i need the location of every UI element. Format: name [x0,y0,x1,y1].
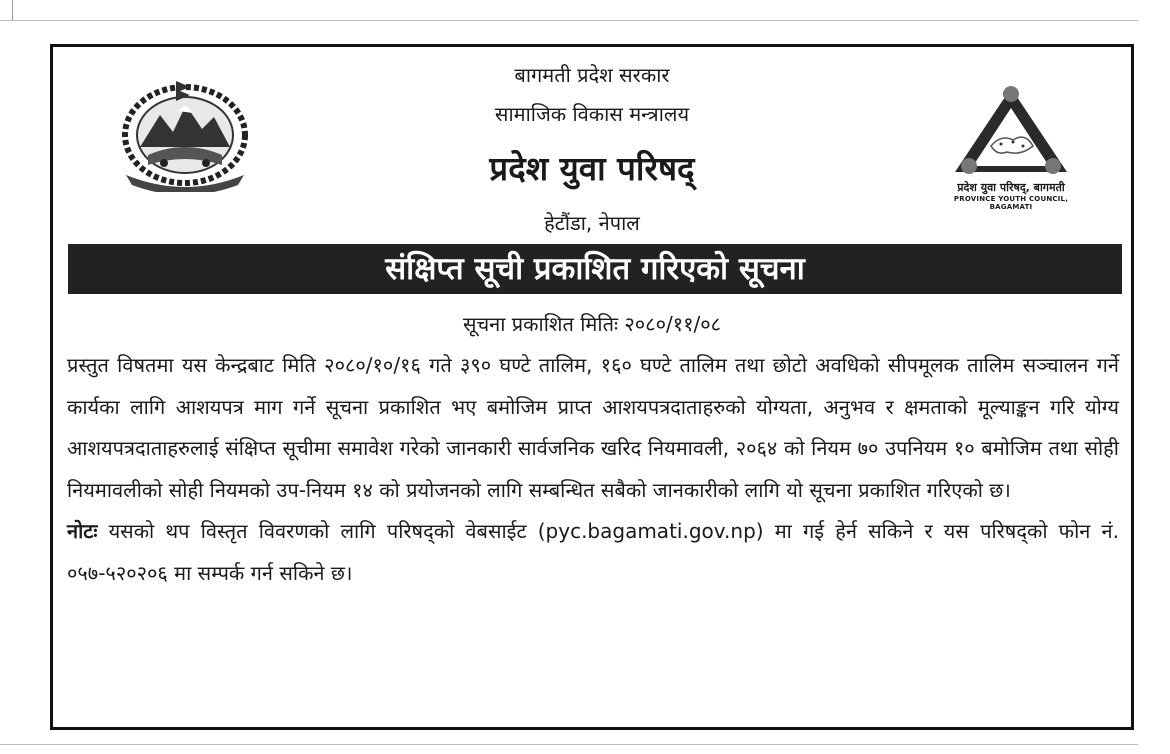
notice-body [67,345,1119,594]
triangle-network-icon [941,82,1081,178]
notice-paragraph: प्रस्तुत विषतमा यस केन्द्रबाट मिति २०८०/१०/१६ गते ३९० घण्टे तालिम, १६० घण्टे तालिम तथा छोटो अवधिको सीपमूलक तालिम सञ्चालन गर्ने कार्यका लागि आशयपत्र माग गर्ने सूचना प्रकाशित भए बमोजिम प्राप्त आशयपत्रदाताहरुको योग्यता, अनुभव र क्षमताको मूल्याङ्कन गरि योग्य आशयपत्रदाताहरुलाई संक्षिप्त सूचीमा समावेश गरेको जानकारी सार्वजनिक खरिद नियमावली, २०६४ को नियम ७० उपनियम १० बमोजिम तथा सोही नियमावलीको सोही नियमको उप-नियम १४ को प्रयोजनको लागि सम्बन्धित सबैको जानकारीको लागि यो सूचना प्रकाशित गरिएको छ। [67,353,1119,502]
organization-name: प्रदेश युवा परिषद् [489,149,695,188]
notice-note [67,511,1119,594]
published-date: सूचना प्रकाशित मितिः २०८०/११/०८ [462,312,722,336]
notice-frame [50,44,1134,730]
notice-title-banner: संक्षिप्त सूची प्रकाशित गरिएको सूचना [68,244,1122,294]
note-text: यसको थप विस्तृत विवरणको लागि परिषद्को वेबसाईट (pyc.bagamati.gov.np) मा गई हेर्न सकिने र यस परिषद्को फोन नं. ०५७-५२०२०६ मा सम्पर्क गर्न सकिने छ। [67,519,1120,585]
bottom-separator [0,744,1138,745]
note-label: नोटः [67,519,98,543]
logo-caption-english: PROVINCE YOUTH COUNCIL, BAGAMATI [953,195,1069,211]
ministry-name: सामाजिक विकास मन्त्रालय [494,102,690,126]
organization-location: हेटौंडा, नेपाल [544,211,640,235]
youth-council-logo [941,82,1081,211]
logo-caption-nepali: प्रदेश युवा परिषद्, बागमती [957,181,1065,194]
top-separator [0,0,1138,21]
government-name: बागमती प्रदेश सरकार [514,63,670,87]
